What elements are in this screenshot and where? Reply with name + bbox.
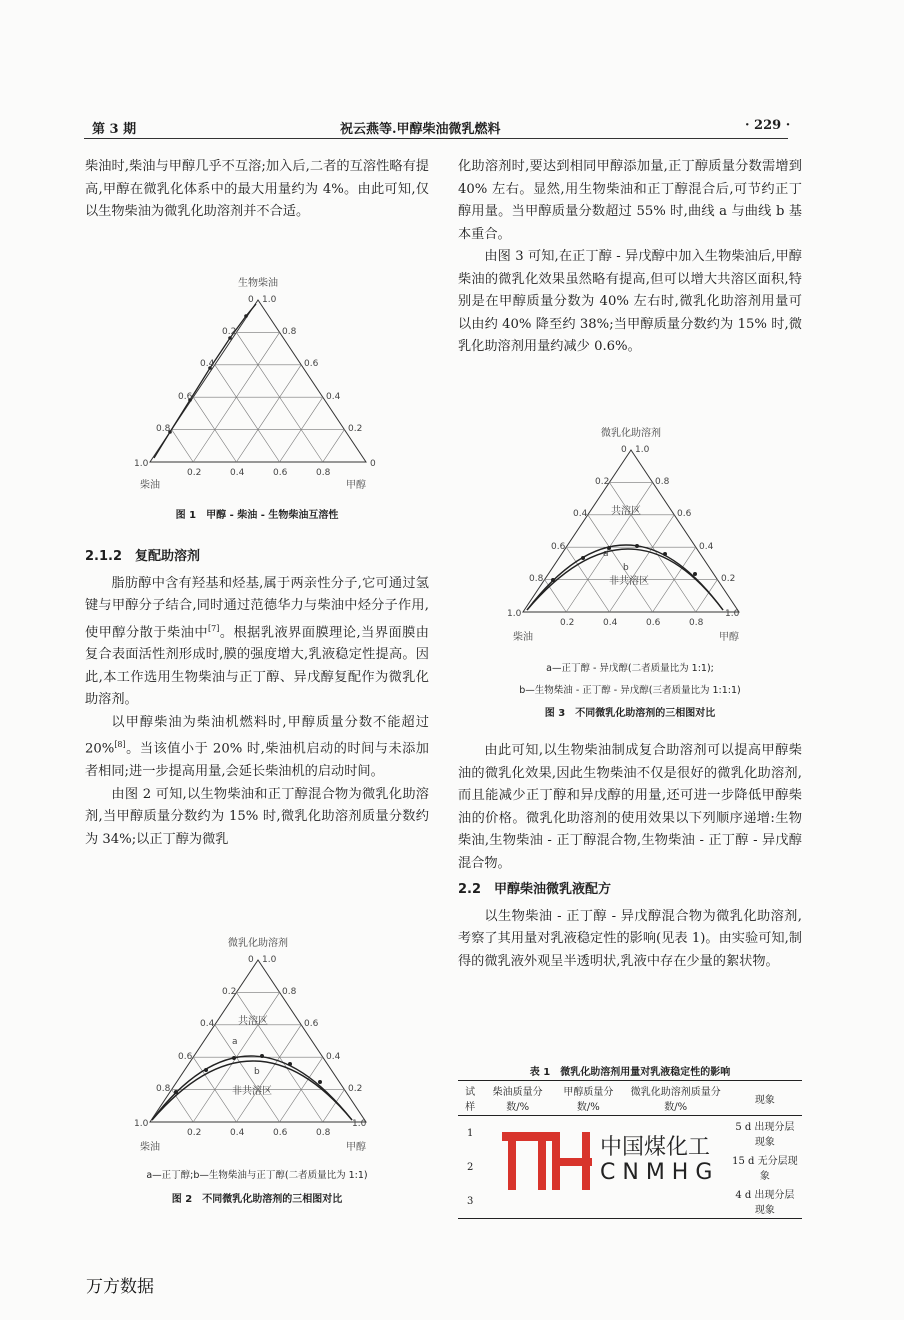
left-paragraph-2: 脂肪醇中含有羟基和烃基,属于两亲性分子,它可通过氢键与甲醇分子结合,同时通过范德华力与柴油中烃分子作用,使甲醇分散于柴油中[7]。根据乳液界面膜理论,当界面膜由复合表面活性剂形成时,膜的强度增大,乳液稳定性提高。因此,本工作选用生物柴油与正丁醇、异戊醇复配作为微乳化助溶剂。 xyxy=(85,575,429,708)
fig3-top-label: 微乳化助溶剂 xyxy=(601,428,661,439)
figure-2 xyxy=(130,932,370,1157)
table1-header-cosolvent: 微乳化助溶剂质量分数/% xyxy=(630,1087,721,1113)
svg-text:0.6: 0.6 xyxy=(646,618,661,628)
svg-text:1.0: 1.0 xyxy=(352,1119,367,1129)
fig3-caption: 图 3 不同微乳化助溶剂的三相图对比 xyxy=(544,708,716,719)
svg-text:0.8: 0.8 xyxy=(156,424,171,434)
fig3-left-label: 柴油 xyxy=(513,632,533,643)
fig1-grid xyxy=(150,300,366,462)
fig2-grid xyxy=(150,960,366,1122)
svg-text:1.0: 1.0 xyxy=(635,445,650,455)
right-paragraph-3: 由此可知,以生物柴油制成复合助溶剂可以提高甲醇柴油的微乳化效果,因此生物柴油不仅是很好的微乳化助溶剂,而且能减少正丁醇和异戊醇的用量,还可进一步降低甲醇柴油的价格。微乳化助溶剂的使用效果以下列顺序递增:生物柴油,生物柴油 - 正丁醇混合物,生物柴油 - 正丁醇 - 异戊醇混合物。 xyxy=(458,743,802,871)
footer-source: 万方数据 xyxy=(86,1277,154,1297)
svg-text:0.6: 0.6 xyxy=(677,509,692,519)
fig2-region-in: 共溶区 xyxy=(238,1016,268,1027)
fig3-legend-1: a—正丁醇 - 异戊醇(二者质量比为 1:1); xyxy=(546,663,714,674)
fig3-curve-a-label: a xyxy=(603,549,609,559)
figure-1 xyxy=(130,272,376,497)
fig2-caption: 图 2 不同微乳化助溶剂的三相图对比 xyxy=(171,1194,343,1205)
table1-title: 表 1 微乳化助溶剂用量对乳液稳定性的影响 xyxy=(529,1067,731,1078)
svg-text:1.0: 1.0 xyxy=(507,609,522,619)
fig2-top-label: 微乳化助溶剂 xyxy=(228,938,288,949)
fig2-left-label: 柴油 xyxy=(140,1142,160,1153)
svg-text:0.6: 0.6 xyxy=(304,1019,319,1029)
watermark-cn: 中国煤化工 xyxy=(600,1135,711,1160)
svg-text:0.8: 0.8 xyxy=(156,1084,171,1094)
header-issue: 第 3 期 xyxy=(92,122,137,137)
header-page: · 229 · xyxy=(745,118,791,133)
svg-text:0.4: 0.4 xyxy=(230,468,245,478)
svg-text:0.6: 0.6 xyxy=(551,542,566,552)
svg-text:0.2: 0.2 xyxy=(721,574,736,584)
table-row: 3 4 d 出现分层现象 xyxy=(466,1190,795,1216)
svg-text:0.4: 0.4 xyxy=(603,618,618,628)
fig2-ticks xyxy=(134,955,367,1138)
svg-text:0: 0 xyxy=(248,295,254,305)
right-paragraph-2: 由图 3 可知,在正丁醇 - 异戊醇中加入生物柴油后,甲醇柴油的微乳化效果虽然略有提高,但可以增大共溶区面积,特别是在甲醇质量分数为 40% 左右时,微乳化助溶剂用量可以由约 40% 降至约 38%;当甲醇质量分数约为 15% 时,微乳化助溶剂用量约减少 0.6%。 xyxy=(458,249,802,354)
fig3-right-label: 甲醇 xyxy=(719,632,739,643)
svg-text:0.8: 0.8 xyxy=(655,477,670,487)
table-row: 2 15 d 无分层现象 xyxy=(466,1156,798,1182)
table1-header-sample: 试样 xyxy=(465,1087,476,1113)
left-paragraph-1: 柴油时,柴油与甲醇几乎不互溶;加入后,二者的互溶性略有提高,甲醇在微乳化体系中的最大用量约为 4%。由此可知,仅以生物柴油为微乳化助溶剂并不合适。 xyxy=(85,159,429,219)
svg-text:0.2: 0.2 xyxy=(348,1084,363,1094)
svg-text:0.6: 0.6 xyxy=(273,1128,288,1138)
fig1-curve xyxy=(154,304,256,458)
svg-text:0.8: 0.8 xyxy=(282,327,297,337)
table1-header-methanol: 甲醇质量分数/% xyxy=(563,1087,614,1113)
watermark-mh-icon xyxy=(500,1128,596,1194)
fig2-legend: a—正丁醇;b—生物柴油与正丁醇(二者质量比为 1:1) xyxy=(146,1170,368,1181)
svg-text:0.2: 0.2 xyxy=(222,987,237,997)
left-column-middle xyxy=(85,544,429,851)
svg-text:0.4: 0.4 xyxy=(230,1128,245,1138)
fig1-caption: 图 1 甲醇 - 柴油 - 生物柴油互溶性 xyxy=(175,510,339,521)
svg-text:0.8: 0.8 xyxy=(282,987,297,997)
table1-header-observation: 现象 xyxy=(754,1094,775,1106)
fig2-region-out: 非共溶区 xyxy=(232,1086,272,1097)
fig3-region-out: 非共溶区 xyxy=(609,576,649,587)
svg-text:0.4: 0.4 xyxy=(200,359,215,369)
svg-text:0: 0 xyxy=(621,445,627,455)
svg-text:0.8: 0.8 xyxy=(316,468,331,478)
left-column-top xyxy=(85,156,429,224)
right-paragraph-4: 以生物柴油 - 正丁醇 - 异戊醇混合物为微乳化助溶剂,考察了其用量对乳液稳定性的影响(见表 1)。由实验可知,制得的微乳液外观呈半透明状,乳液中存在少量的絮状物。 xyxy=(458,908,802,969)
fig2-right-label: 甲醇 xyxy=(346,1142,366,1153)
svg-text:0.2: 0.2 xyxy=(222,327,237,337)
svg-text:1.0: 1.0 xyxy=(134,1119,149,1129)
svg-text:1.0: 1.0 xyxy=(725,609,740,619)
fig2-curve-b-label: b xyxy=(254,1067,260,1077)
figure-3 xyxy=(503,422,743,647)
svg-text:0.8: 0.8 xyxy=(689,618,704,628)
svg-text:0.6: 0.6 xyxy=(178,1052,193,1062)
header-title: 祝云燕等.甲醇柴油微乳燃料 xyxy=(340,122,501,137)
svg-text:0.6: 0.6 xyxy=(178,392,193,402)
svg-text:0.2: 0.2 xyxy=(348,424,363,434)
svg-text:0.2: 0.2 xyxy=(187,1128,202,1138)
svg-text:0.2: 0.2 xyxy=(595,477,610,487)
svg-text:0.4: 0.4 xyxy=(326,392,341,402)
fig3-grid xyxy=(523,450,739,612)
svg-text:0.2: 0.2 xyxy=(187,468,202,478)
svg-text:0.4: 0.4 xyxy=(573,509,588,519)
svg-text:0.4: 0.4 xyxy=(326,1052,341,1062)
section-2-1-2-heading: 2.1.2 复配助溶剂 xyxy=(85,549,201,564)
svg-text:0.4: 0.4 xyxy=(699,542,714,552)
table1-header-diesel: 柴油质量分数/% xyxy=(492,1087,543,1113)
svg-text:0.8: 0.8 xyxy=(529,574,544,584)
svg-text:1.0: 1.0 xyxy=(134,459,149,469)
fig3-region-in: 共溶区 xyxy=(611,506,641,517)
fig1-left-label: 柴油 xyxy=(140,480,160,491)
svg-text:0.6: 0.6 xyxy=(304,359,319,369)
left-paragraph-3: 以甲醇柴油为柴油机燃料时,甲醇质量分数不能超过 20%[8]。当该值小于 20% 时,柴油机启动的时间与未添加者相同;进一步提高用量,会延长柴油机的启动时间。 xyxy=(85,714,429,780)
svg-text:1.0: 1.0 xyxy=(262,295,277,305)
header-rule xyxy=(84,138,788,139)
fig2-curve-a-label: a xyxy=(232,1037,238,1047)
svg-text:0.2: 0.2 xyxy=(560,618,575,628)
right-paragraph-1: 化助溶剂时,要达到相同甲醇添加量,正丁醇质量分数需增到 40% 左右。显然,用生物柴油和正丁醇混合后,可节约正丁醇用量。当甲醇质量分数超过 55% 时,曲线 a 与曲线 b 基本重合。 xyxy=(458,159,802,242)
svg-text:0.6: 0.6 xyxy=(273,468,288,478)
left-paragraph-4: 由图 2 可知,以生物柴油和正丁醇混合物为微乳化助溶剂,当甲醇质量分数约为 15% 时,微乳化助溶剂质量分数约为 34%;以正丁醇为微乳 xyxy=(85,786,429,847)
svg-text:1.0: 1.0 xyxy=(262,955,277,965)
fig3-ticks xyxy=(507,445,740,628)
right-column-top xyxy=(458,156,802,359)
fig3-legend-2: b—生物柴油 - 正丁醇 - 异戊醇(三者质量比为 1:1:1) xyxy=(519,685,741,696)
section-2-2-heading: 2.2 甲醇柴油微乳液配方 xyxy=(458,882,612,897)
svg-text:0.4: 0.4 xyxy=(200,1019,215,1029)
fig1-top-label: 生物柴油 xyxy=(238,278,278,289)
right-column-bottom xyxy=(458,740,802,973)
svg-text:0: 0 xyxy=(248,955,254,965)
fig1-right-label: 甲醇 xyxy=(346,480,366,491)
table-row: 1 5 d 出现分层现象 xyxy=(466,1122,795,1148)
svg-text:0.8: 0.8 xyxy=(316,1128,331,1138)
fig1-ticks xyxy=(134,295,376,478)
fig3-curve-b-label: b xyxy=(623,563,629,573)
watermark-en: CNMHG xyxy=(600,1160,720,1185)
svg-text:0: 0 xyxy=(370,459,376,469)
